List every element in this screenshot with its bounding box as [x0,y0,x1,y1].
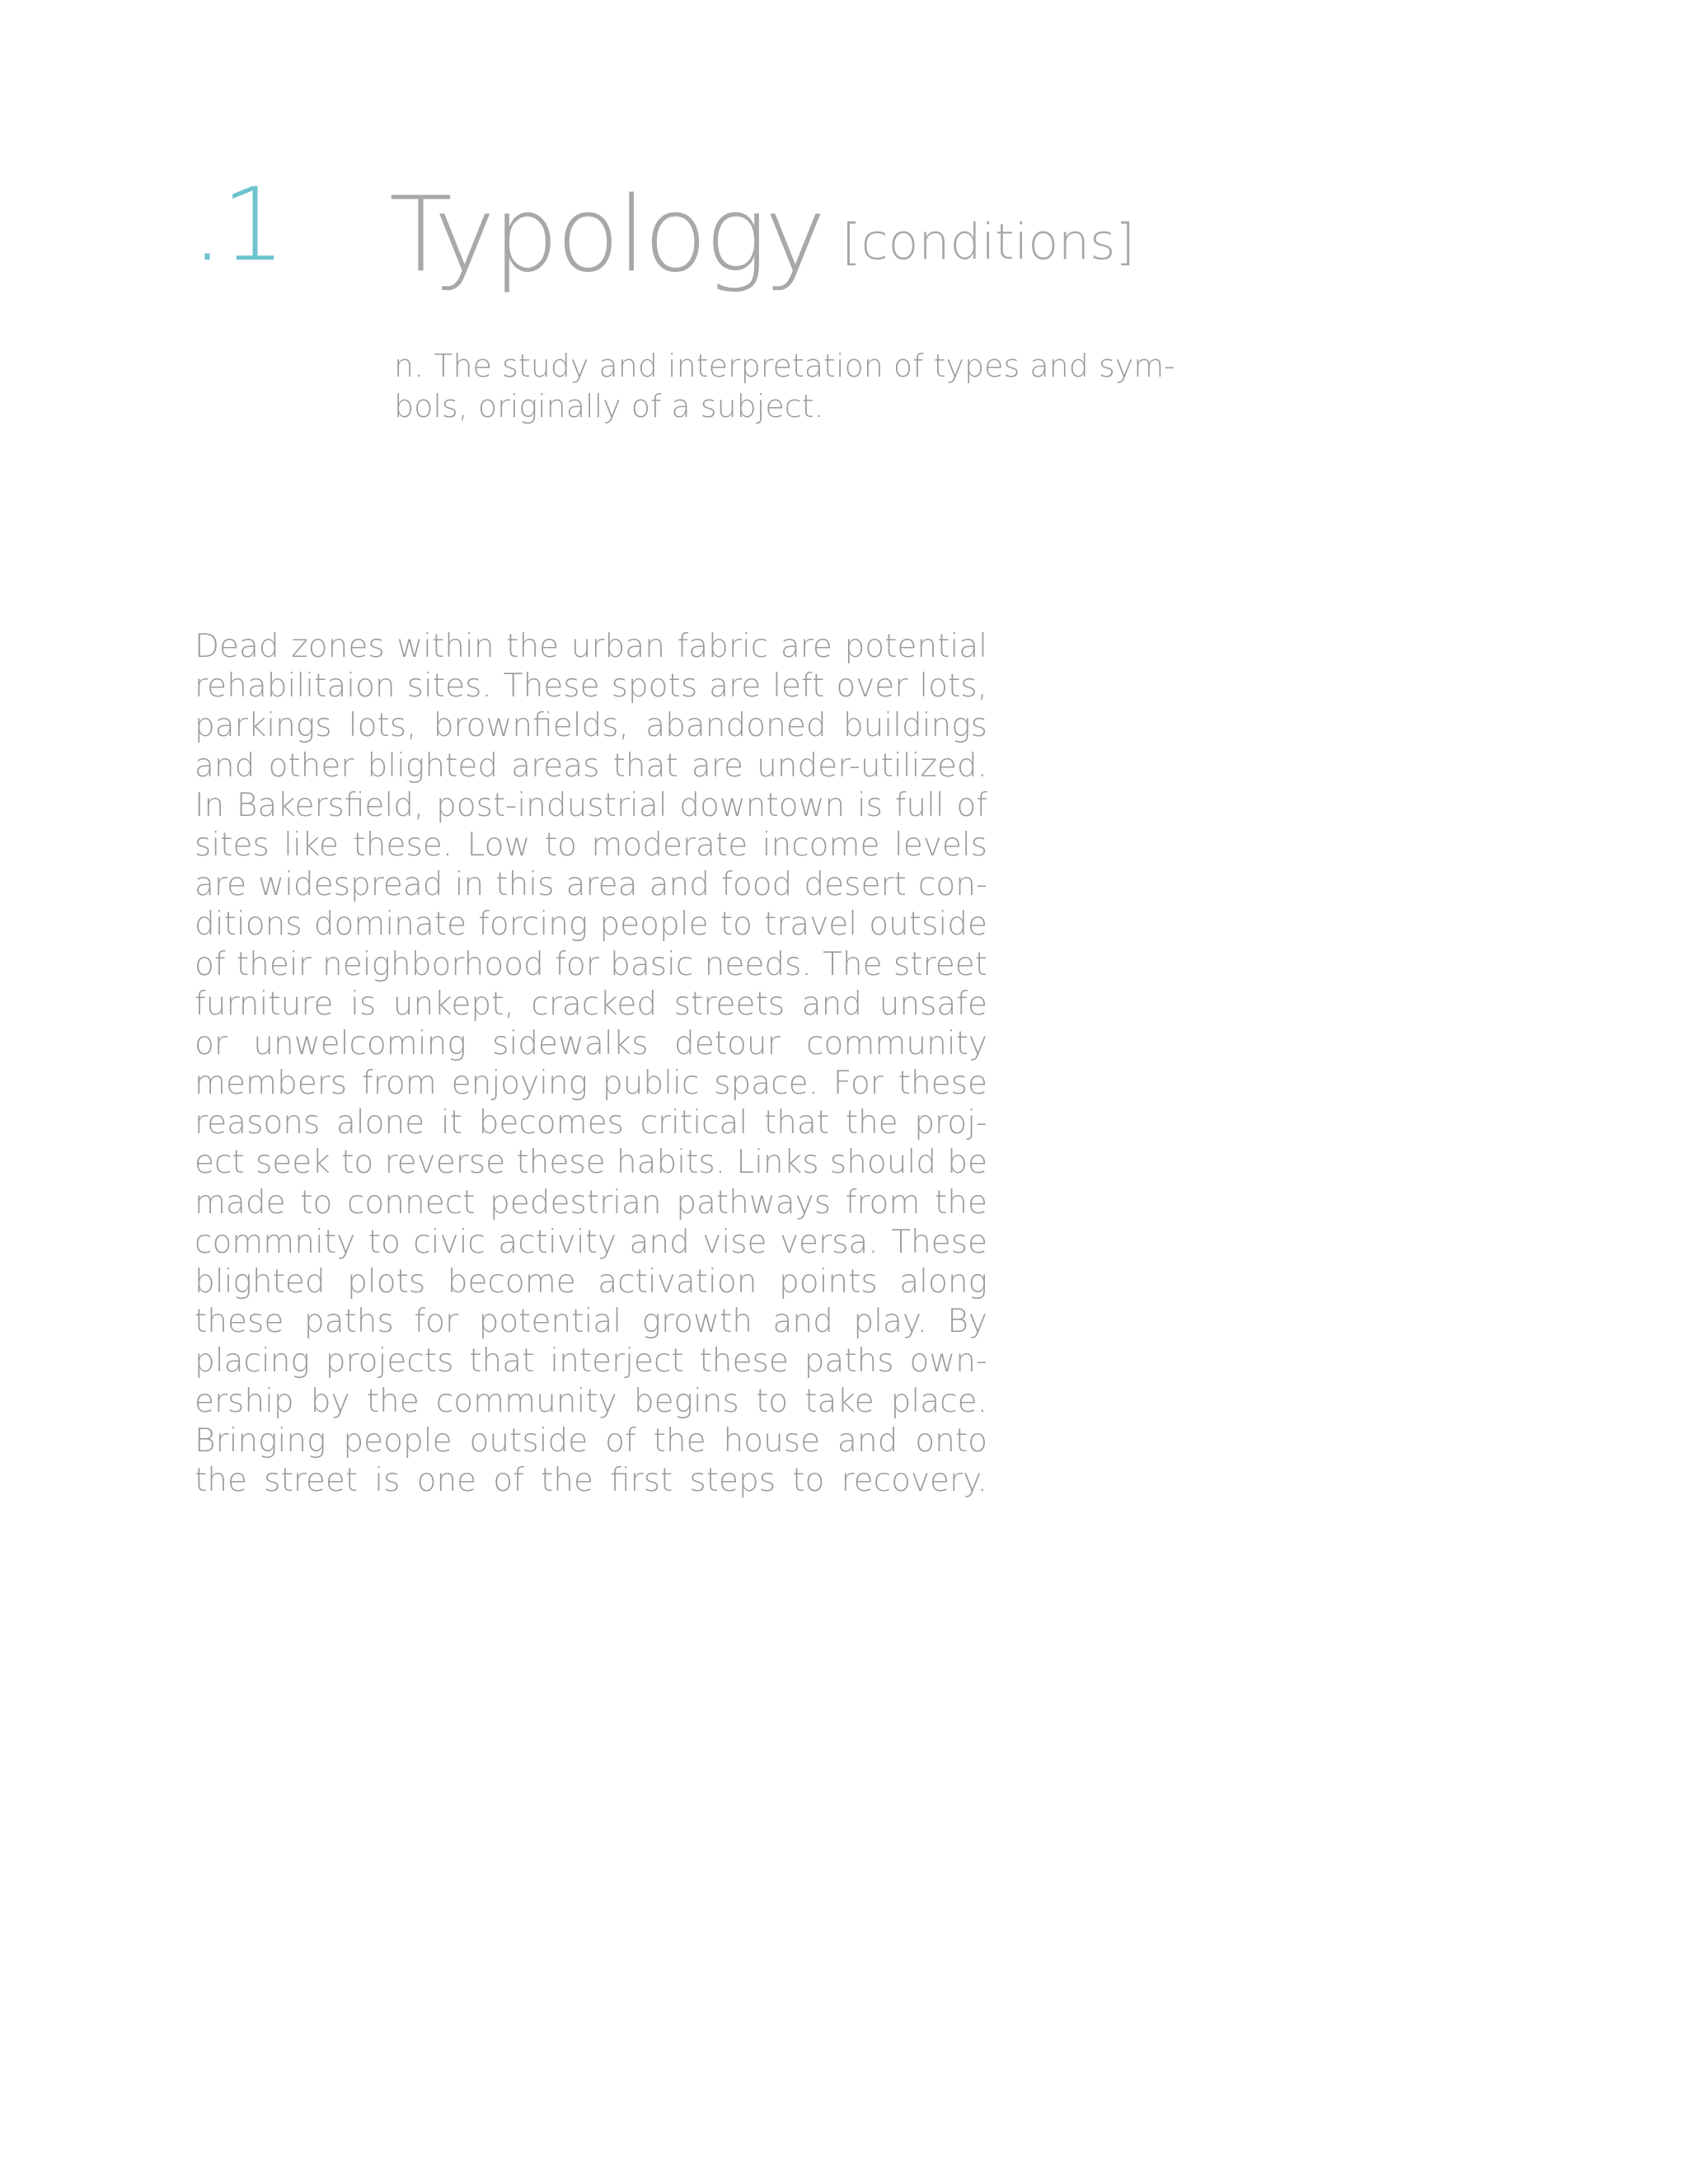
body-line: or unwelcoming sidewalks detour community [195,1024,987,1062]
definition-line: n. The study and interpretation of types and sym- [394,348,1175,384]
body-line: reasons alone it becomes critical that the proj- [195,1104,987,1142]
body-line: commnity to civic activity and vise versa. These [195,1223,987,1261]
body-line: parkings lots, brownfields, abandoned buildings [195,707,987,745]
body-line: furniture is unkept, cracked streets and unsafe [195,985,987,1023]
body-line: ership by the community begins to take place. [195,1382,987,1420]
body-line: rehabilitaion sites. These spots are left over lots, [195,668,987,705]
body-line: and other blighted areas that are under-utilized. [195,747,987,785]
body-line: the street is one of the first steps to recovery. [195,1461,987,1499]
definition-line: bols, originally of a subject. [394,388,824,424]
body-line: these paths for potential growth and play. By [195,1303,987,1341]
body-paragraph [195,627,987,1501]
body-line: made to connect pedestrian pathways from the [195,1183,987,1221]
body-line: Dead zones within the urban fabric are potential [195,628,987,665]
body-line: are widespread in this area and food desert con- [195,866,987,904]
definition-text [394,346,1185,427]
body-line: blighted plots become activation points along [195,1263,987,1301]
body-line: sites like these. Low to moderate income levels [195,826,987,864]
body-line: ect seek to reverse these habits. Links should be [195,1144,987,1182]
body-line: of their neighborhood for basic needs. The street [195,945,987,983]
body-line: placing projects that interject these paths own- [195,1343,987,1380]
page-subtitle: [conditions] [842,213,1135,271]
body-line: ditions dominate forcing people to travel outside [195,906,987,944]
page-heading [389,174,1135,295]
page-title: Typology [389,174,824,295]
body-line: In Bakersfield, post-industrial downtown is full of [195,786,987,824]
section-number: .1 [191,166,284,284]
body-line: members from enjoying public space. For these [195,1065,987,1103]
body-line: Bringing people outside of the house and onto [195,1422,987,1460]
